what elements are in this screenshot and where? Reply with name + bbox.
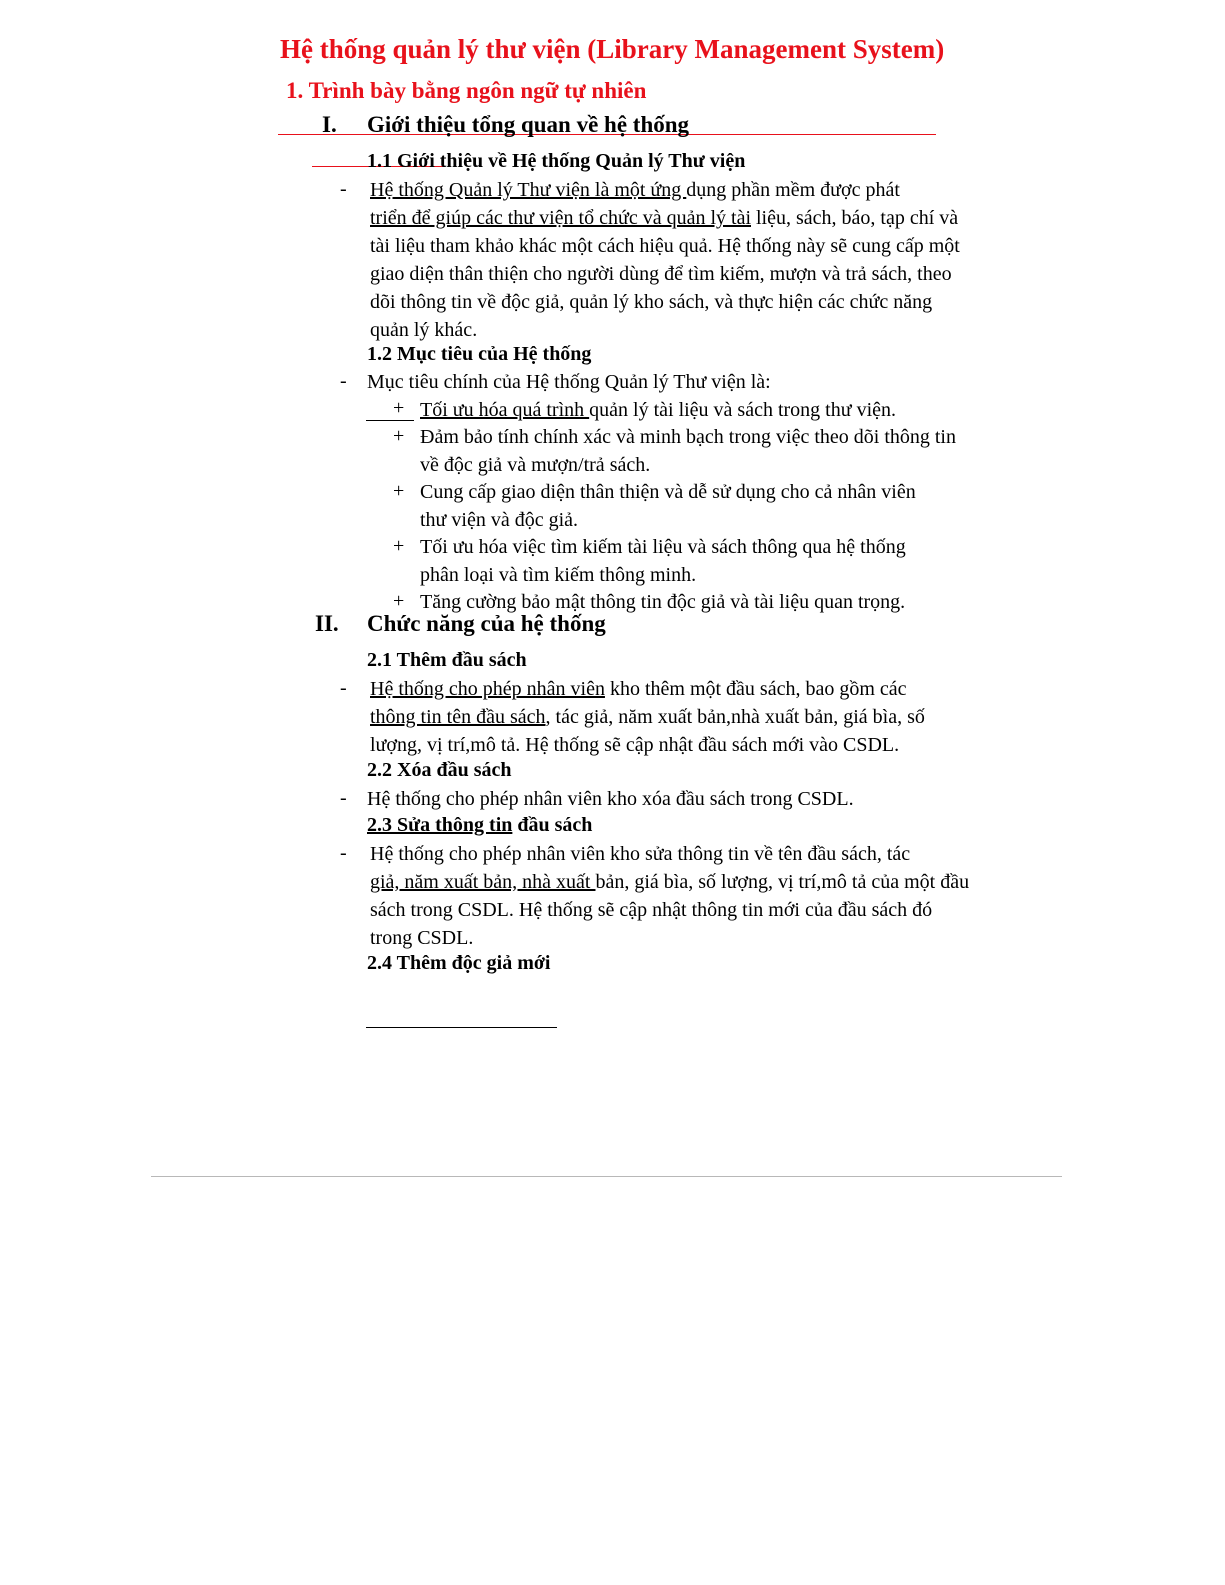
- bullet-plus: +: [393, 535, 405, 557]
- objective-item-3: Cung cấp giao diện thân thiện và dễ sử dụng cho cả nhân viên thư viện và độc giả.: [420, 481, 916, 531]
- objective-item-5: Tăng cường bảo mật thông tin độc giả và tài liệu quan trọng.: [420, 591, 906, 613]
- objectives-intro: Mục tiêu chính của Hệ thống Quản lý Thư viện là:: [367, 371, 771, 393]
- underlined-text: triển để giúp các thư viện tổ chức và quản lý tài: [370, 207, 751, 229]
- paragraph-2-3: [370, 840, 970, 952]
- objective-item-2: Đảm bảo tính chính xác và minh bạch trong việc theo dõi thông tin về độc giả và mượn/trả sách.: [420, 426, 956, 476]
- objective-item-4: Tối ưu hóa việc tìm kiếm tài liệu và sách thông qua hệ thống phân loại và tìm kiếm thông minh.: [420, 536, 906, 586]
- bullet-dash: -: [340, 677, 347, 699]
- objective-item-1: [420, 396, 896, 424]
- text: Hệ thống cho phép nhân viên kho sửa thông tin về tên đầu sách, tác: [370, 843, 911, 865]
- paragraph-2-2: Hệ thống cho phép nhân viên kho xóa đầu sách trong CSDL.: [367, 788, 854, 810]
- subheading-2-3: [367, 814, 592, 837]
- text: bản, giá bìa, số lượng, vị trí,mô tả của một đầu sách trong CSDL. Hệ thống sẽ cập nhật thông tin mới của đầu sách đó trong CSDL.: [370, 871, 970, 949]
- document-title: Hệ thống quản lý thư viện (Library Management System): [280, 34, 945, 64]
- bullet-dash: -: [340, 178, 347, 200]
- underlined-text: 2.3 Sửa thông tin: [367, 814, 513, 836]
- subheading-2-2: 2.2 Xóa đầu sách: [367, 759, 512, 781]
- subheading-2-1: 2.1 Thêm đầu sách: [367, 649, 527, 671]
- section-heading-1: 1. Trình bày bằng ngôn ngữ tự nhiên: [286, 78, 647, 103]
- underline-mark: [366, 420, 414, 421]
- subheading-1-2: 1.2 Mục tiêu của Hệ thống: [367, 343, 592, 365]
- bullet-plus: +: [393, 590, 405, 612]
- subheading-1-1: 1.1 Giới thiệu về Hệ thống Quản lý Thư viện: [367, 150, 746, 172]
- text: kho thêm một đầu sách, bao gồm các: [604, 678, 907, 700]
- section-ii-number: II.: [315, 611, 339, 636]
- bullet-plus: +: [393, 397, 405, 419]
- underlined-text: Hệ thống cho phép nhân viên: [370, 678, 605, 700]
- underlined-text: thông tin tên đầu sách: [370, 706, 546, 728]
- underlined-text: Hệ thống Quản lý Thư viện là một ứng: [370, 179, 687, 201]
- underlined-text: Tối ưu hóa quá trình: [420, 399, 590, 421]
- page-divider: [151, 1176, 1062, 1177]
- bullet-plus: +: [393, 480, 405, 502]
- text: đầu sách: [512, 814, 593, 836]
- bullet-dash: -: [340, 787, 347, 809]
- text: , tác giả, năm xuất bản,nhà xuất bản, giá bìa, số lượng, vị trí,mô tả. Hệ thống sẽ cập nhật đầu sách mới vào CSDL.: [370, 706, 925, 756]
- paragraph-2-1: [370, 675, 960, 759]
- section-i-number: I.: [322, 112, 337, 137]
- bullet-dash: -: [340, 842, 347, 864]
- section-ii-heading: Chức năng của hệ thống: [367, 611, 606, 636]
- bullet-dash: -: [340, 370, 347, 392]
- section-i-heading: Giới thiệu tổng quan về hệ thống: [367, 112, 690, 137]
- underlined-text: giả, năm xuất bản, nhà xuất: [370, 871, 596, 893]
- subheading-2-4: 2.4 Thêm độc giả mới: [367, 952, 551, 974]
- paragraph-1-1: [370, 176, 975, 344]
- text: quản lý tài liệu và sách trong thư viện.: [589, 399, 897, 421]
- bullet-plus: +: [393, 425, 405, 447]
- text: liệu, sách, báo, tạp chí và tài liệu tham khảo khác một cách hiệu quả. Hệ thống này sẽ cung cấp một giao diện thân thiện cho người dùng để tìm kiếm, mượn và trả sách, theo dõi thông tin về độc giả, quản lý kho sách, và thực hiện các chức năng quản lý khác.: [370, 207, 960, 341]
- footnote-separator: [366, 1027, 557, 1028]
- text: dụng phần mềm được phát: [686, 179, 900, 201]
